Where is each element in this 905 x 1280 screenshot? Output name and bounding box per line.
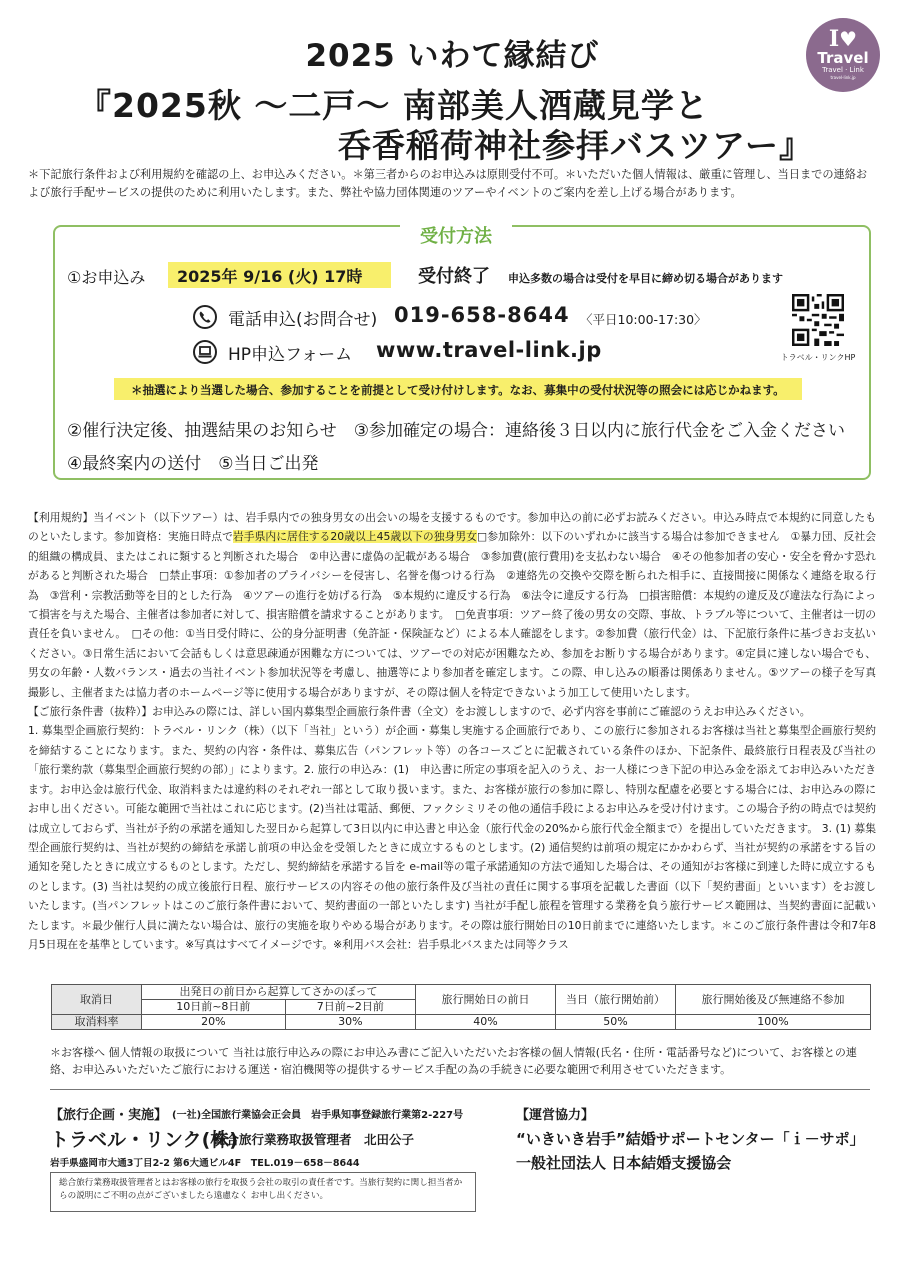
qr-code-icon[interactable] [792, 294, 844, 346]
computer-icon [193, 340, 217, 364]
terms-p1-pre: 【利用規約】当イベント（以下ツアー）は、岩手県内での独身男女の出会いの場を支援するものです。参加申込の前に必ずお読みください。申込み時点で本規約に同意したものといたします。参加資格：実施日時点で [28, 511, 876, 544]
support-label: 【運営協力】 [516, 1108, 595, 1123]
organizer-name: トラベル・リンク(株) [50, 1129, 238, 1151]
step1-label: ①お申込み [67, 268, 146, 287]
cancel-header-sub2: 7日前~2日前 [285, 1000, 415, 1015]
cancel-row-label: 取消料率 [52, 1015, 142, 1030]
support-line2: 一般社団法人 日本結婚支援協会 [516, 1154, 732, 1172]
logo-word: Travel [817, 49, 869, 67]
closed-note: 申込多数の場合は受付を早目に締め切る場合があります [508, 272, 783, 285]
reception-title: 受付方法 [400, 222, 512, 248]
cancel-rate-4: 50% [556, 1015, 676, 1030]
cancel-rate-2: 30% [285, 1015, 415, 1030]
cancel-rate-1: 20% [142, 1015, 286, 1030]
organizer-manager: 総合旅行業務取扱管理者 北田公子 [214, 1132, 415, 1147]
phone-hours: 〈平日10:00-17:30〉 [580, 312, 707, 327]
closed-label: 受付終了 [418, 266, 490, 287]
terms-p1-post: □参加除外：以下のいずれかに該当する場合は参加できません ①暴力団、反社会的組織の構成員、またはこれに類すると判断された場合 ②申込書に虚偽の記載がある場合 ③参加費(旅行費用)を支払わない場合 ④その他参加者の安心・安全を脅かす恐れがあると判断された場合 □禁止事項：①参加者のプライバシーを侵害し、名誉を傷つける行為 ②連絡先の交換や交際を断られた相手に、直接間接に関係なく連絡を取る行為 ③営利・宗教活動等を目的とした行為 ④ツアーの進行を妨げる行為 ⑤本規約に違反する行為 ⑥法令に違反する行為 □損害賠償：本規約の違反及び違法な行為によって損害を与えた場合、主催者は参加者に対して、損害賠償を請求することがあります。 □免責事項：ツアー終了後の男女の交際、事故、トラブル等について、主催者は一切の責任を負いません。 □その他：①当日受付時に、公的身分証明書（免許証・保険証など）による本人確認をします。②参加費（旅行代金）は、下記旅行条件に基づきお支払いください。③日常生活において会話もしくは意思疎通が困難な方については、ツアーでの対応が困難なため、参加をお断りする場合があります。④定員に達しない場合でも、男女の年齢・人数バランス・過去の当社イベント参加状況等を考慮し、抽選等により参加者を確定します。この際、申し込みの順番は関係ありません。⑤ツアーの様子を写真撮影し、主催者または協力者のホームページ等に使用する場合がありますが、その際は個人を特定できないよう加工して使用いたします。 [28, 530, 876, 699]
cancellation-table [51, 984, 871, 1030]
logo-letter: I [828, 26, 840, 52]
terms-p3: 1. 募集型企画旅行契約：トラベル・リンク（株）（以下「当社」という）が企画・募集し実施する企画旅行であり、この旅行に参加されるお客様は当社と募集型企画旅行契約を締結することになります。また、契約の内容・条件は、募集広告（パンフレット等）の各コースごとに記載されている条件のほか、下記条件、最終旅行日程表及び当社の「旅行業約款（募集型企画旅行契約の部）」によります。2. 旅行の申込み：(1) 申込書に所定の事項を記入のうえ、お一人様につき下記の申込み金を添えてお申込みいただきます。お申込金は旅行代金、取消料または違約料のそれぞれ一部として取り扱います。また、お客様が旅行の参加に際し、特別な配慮を必要とする場合には、お申込みの際にお申し出ください。可能な範囲で当社はこれに応じます。(2)当社は電話、郵便、ファクシミリその他の通信手段によるお申込みを受け付けます。この場合予約の時点では契約は成立しておらず、当社が予約の承諾を通知した翌日から起算して3日以内に申込書と申込金（旅行代金の20%から旅行代金全額まで）を提出していただきます。 3. (1) 募集型企画旅行契約は、当社が契約の締結を承諾し前項の申込金を受領したときに成立するものとします。(2) 通信契約は前項の規定にかかわらず、当社が契約の承諾をする旨の通知を発したときに成立するものとします。ただし、契約締結を承諾する旨を e-mail等の電子承諾通知の方法で通知した場合は、その通知がお客様に到達した時に成立するものとします。(3) 当社は契約の成立後旅行日程、旅行サービスの内容その他の旅行条件及び当社の責任に関する事項を記載した書面（以下「契約書面」といいます）をお渡しいたします。(当パンフレットはこのご旅行条件書において、契約書面の一部といたします) 当社が手配し旅程を管理する業務を負う旅行サービス範囲は、当契約書面に記載いたします。＊最少催行人員に満たない場合は、旅行の実施を取りやめる場合があります。その際は旅行開始日の10日前までに連絡いたします。＊このご旅行条件書は令和7年8月5日現在を基準としています。※写真はすべてイメージです。※利用バス会社：岩手県北バスまたは同等クラス [28, 724, 876, 951]
phone-apply-label: 電話申込(お問合せ) [228, 310, 378, 330]
privacy-note: ＊お客様へ 個人情報の取扱について 当社は旅行申込みの際にお申込み書にご記入いただいたお客様の個人情報(氏名・住所・電話番号など)について、お客様との連絡、お申込みいただいたご旅行における運送・宿泊機関等の提供するサービス手配の為の手続きに必要な範囲で利用させていただきます。 [50, 1046, 857, 1076]
cancel-header-prev: 旅行開始日の前日 [416, 985, 556, 1015]
organizer-address: 岩手県盛岡市大通3丁目2-2 第6大通ビル4F TEL.019－658－8644 [50, 1158, 360, 1169]
cancel-header-day: 当日（旅行開始前） [556, 985, 676, 1015]
hp-apply-label: HP申込フォーム [228, 345, 353, 365]
page-title-line1: 2025 いわて縁結び [305, 38, 600, 74]
cancel-header-group: 出発日の前日から起算してさかのぼって [142, 985, 416, 1000]
heart-icon: ♥ [839, 27, 858, 51]
terms-p2: 【ご旅行条件書（抜粋）】お申込みの際には、詳しい国内募集型企画旅行条件書（全文）をお渡ししますので、必ず内容を事前にご確認のうえお申込みください。 [28, 705, 811, 719]
hp-url-link[interactable]: www.travel-link.jp [376, 338, 602, 362]
logo-sub: Travel · Link [822, 66, 864, 74]
page-title-line3: 呑香稲荷神社参拝バスツアー』 [338, 126, 814, 165]
terms-section [28, 508, 876, 954]
notice-text: ＊下記旅行条件および利用規約を確認の上、お申込みください。＊第三者からのお申込みは原則受付不可。＊いただいた個人情報は、厳重に管理し、当日までの連絡および旅行手配サービスの提供のために利用いたします。また、弊社や協力団体関連のツアーやイベントのご案内を差し上げる場合があります。 [28, 168, 868, 199]
steps-line-2: ④最終案内の送付 ⑤当日ご出発 [67, 454, 319, 474]
steps-line-1: ②催行決定後、抽選結果のお知らせ ③参加確定の場合：連絡後３日以内に旅行代金をご入金ください [67, 421, 845, 441]
cancel-header-sub1: 10日前~8日前 [142, 1000, 286, 1015]
eligibility-highlight: 岩手県内に居住する20歳以上45歳以下の独身男女 [232, 530, 478, 544]
cancel-header-label: 取消日 [52, 985, 142, 1015]
cancel-header-after: 旅行開始後及び無連絡不参加 [676, 985, 871, 1015]
manager-footnote: 総合旅行業務取扱管理者とはお客様の旅行を取扱う会社の取引の責任者です。当旅行契約に関し担当者からの説明にご不明の点がございましたら遠慮なく お申し出ください。 [50, 1172, 476, 1212]
deadline-text: 2025年 9/16 (火) 17時 [177, 267, 363, 286]
travel-link-logo [806, 18, 880, 92]
cancel-rate-5: 100% [676, 1015, 871, 1030]
logo-url: travel-link.jp [830, 75, 856, 80]
organizer-label: 【旅行企画・実施】 [50, 1108, 168, 1123]
phone-icon [193, 305, 217, 329]
organizer-association: (一社)全国旅行業協会正会員 岩手県知事登録旅行業第2-227号 [172, 1110, 464, 1121]
cancel-rate-3: 40% [416, 1015, 556, 1030]
qr-caption: トラベル・リンクHP [780, 353, 856, 362]
lottery-note: ＊抽選により当選した場合、参加することを前提として受け付けします。なお、募集中の受付状況等の照会には応じかねます。 [131, 383, 785, 397]
divider [50, 1089, 870, 1090]
phone-number[interactable]: 019-658-8644 [394, 303, 570, 327]
page-title-line2: 『2025秋 ～二戸～ 南部美人酒蔵見学と [78, 86, 709, 125]
support-line1: “いきいき岩手”結婚サポートセンター「ｉ－サポ」 [516, 1130, 865, 1148]
